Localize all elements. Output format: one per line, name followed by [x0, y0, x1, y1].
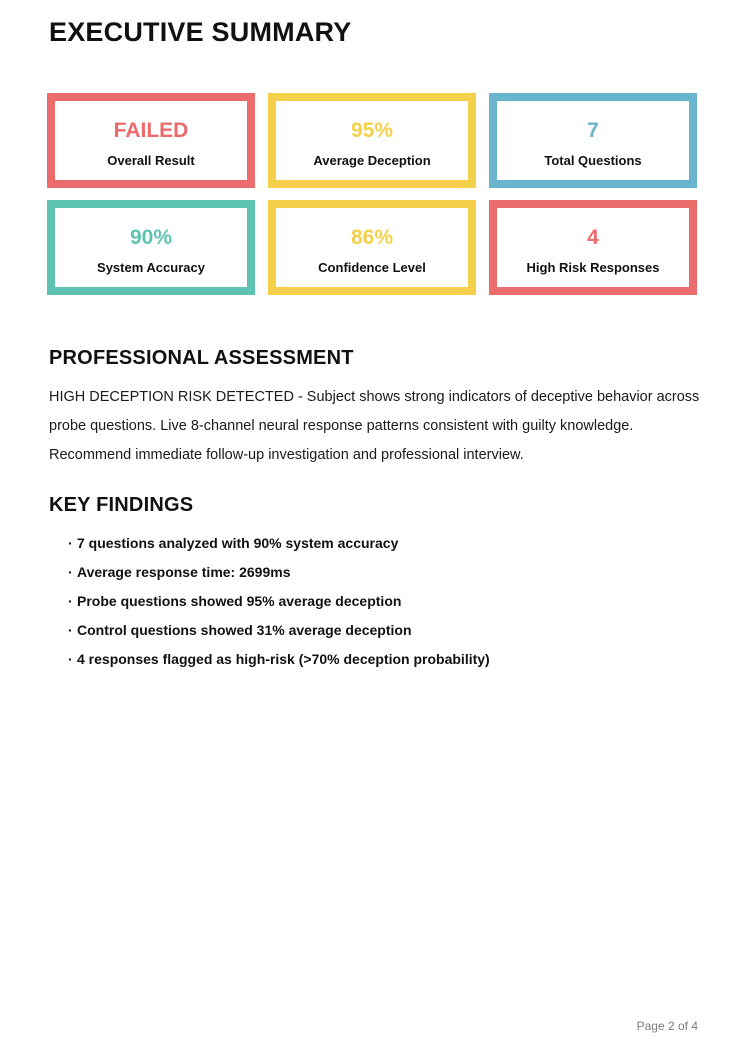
finding-item: [49, 616, 697, 645]
bullet-icon: ·: [68, 622, 73, 638]
stat-card-system-accuracy: [47, 200, 255, 295]
stat-card-value: 95%: [350, 119, 394, 142]
stat-card-value: 4: [587, 226, 599, 249]
stat-card-value: FAILED: [113, 119, 189, 142]
page-title: EXECUTIVE SUMMARY: [49, 17, 352, 47]
summary-cards: [47, 93, 697, 295]
stat-card-label: System Accuracy: [97, 260, 205, 275]
bullet-icon: ·: [68, 564, 73, 580]
stat-card-high-risk-responses: [489, 200, 697, 295]
findings-list: [49, 529, 697, 674]
stat-card-value: 86%: [350, 226, 394, 249]
stat-card-confidence-level: [268, 200, 476, 295]
stat-card-label: Average Deception: [313, 153, 431, 168]
bullet-icon: ·: [68, 651, 73, 667]
stat-card-value: 7: [587, 119, 599, 142]
finding-item-text: 4 responses flagged as high-risk (>70% deception probability): [77, 651, 490, 667]
stat-card-average-deception: [268, 93, 476, 188]
finding-item: [49, 587, 697, 616]
finding-item-text: Average response time: 2699ms: [77, 564, 291, 580]
bullet-icon: ·: [68, 593, 73, 609]
finding-item: [49, 645, 697, 674]
finding-item: [49, 529, 697, 558]
stat-card-overall-result: [47, 93, 255, 188]
stat-card-label: Total Questions: [544, 153, 642, 168]
finding-item: [49, 558, 697, 587]
finding-item-text: Probe questions showed 95% average deception: [77, 593, 402, 609]
stat-card-total-questions: [489, 93, 697, 188]
section-heading-key-findings: KEY FINDINGS: [49, 494, 194, 516]
stat-card-value: 90%: [129, 226, 173, 249]
stat-card-label: Overall Result: [107, 153, 195, 168]
section-heading-professional-assessment: PROFESSIONAL ASSESSMENT: [49, 347, 354, 369]
stat-card-label: High Risk Responses: [526, 260, 660, 275]
bullet-icon: ·: [68, 535, 73, 551]
finding-item-text: 7 questions analyzed with 90% system accuracy: [77, 535, 399, 551]
finding-item-text: Control questions showed 31% average deception: [77, 622, 412, 638]
stat-card-label: Confidence Level: [318, 260, 426, 275]
assessment-paragraph: HIGH DECEPTION RISK DETECTED - Subject shows strong indicators of deceptive behavior across probe questions. Live 8-channel neural response patterns consistent with guilty knowledge. Recommend immediate follow-up investigation and professional interview.: [49, 389, 700, 463]
page-number: Page 2 of 4: [636, 1019, 698, 1033]
